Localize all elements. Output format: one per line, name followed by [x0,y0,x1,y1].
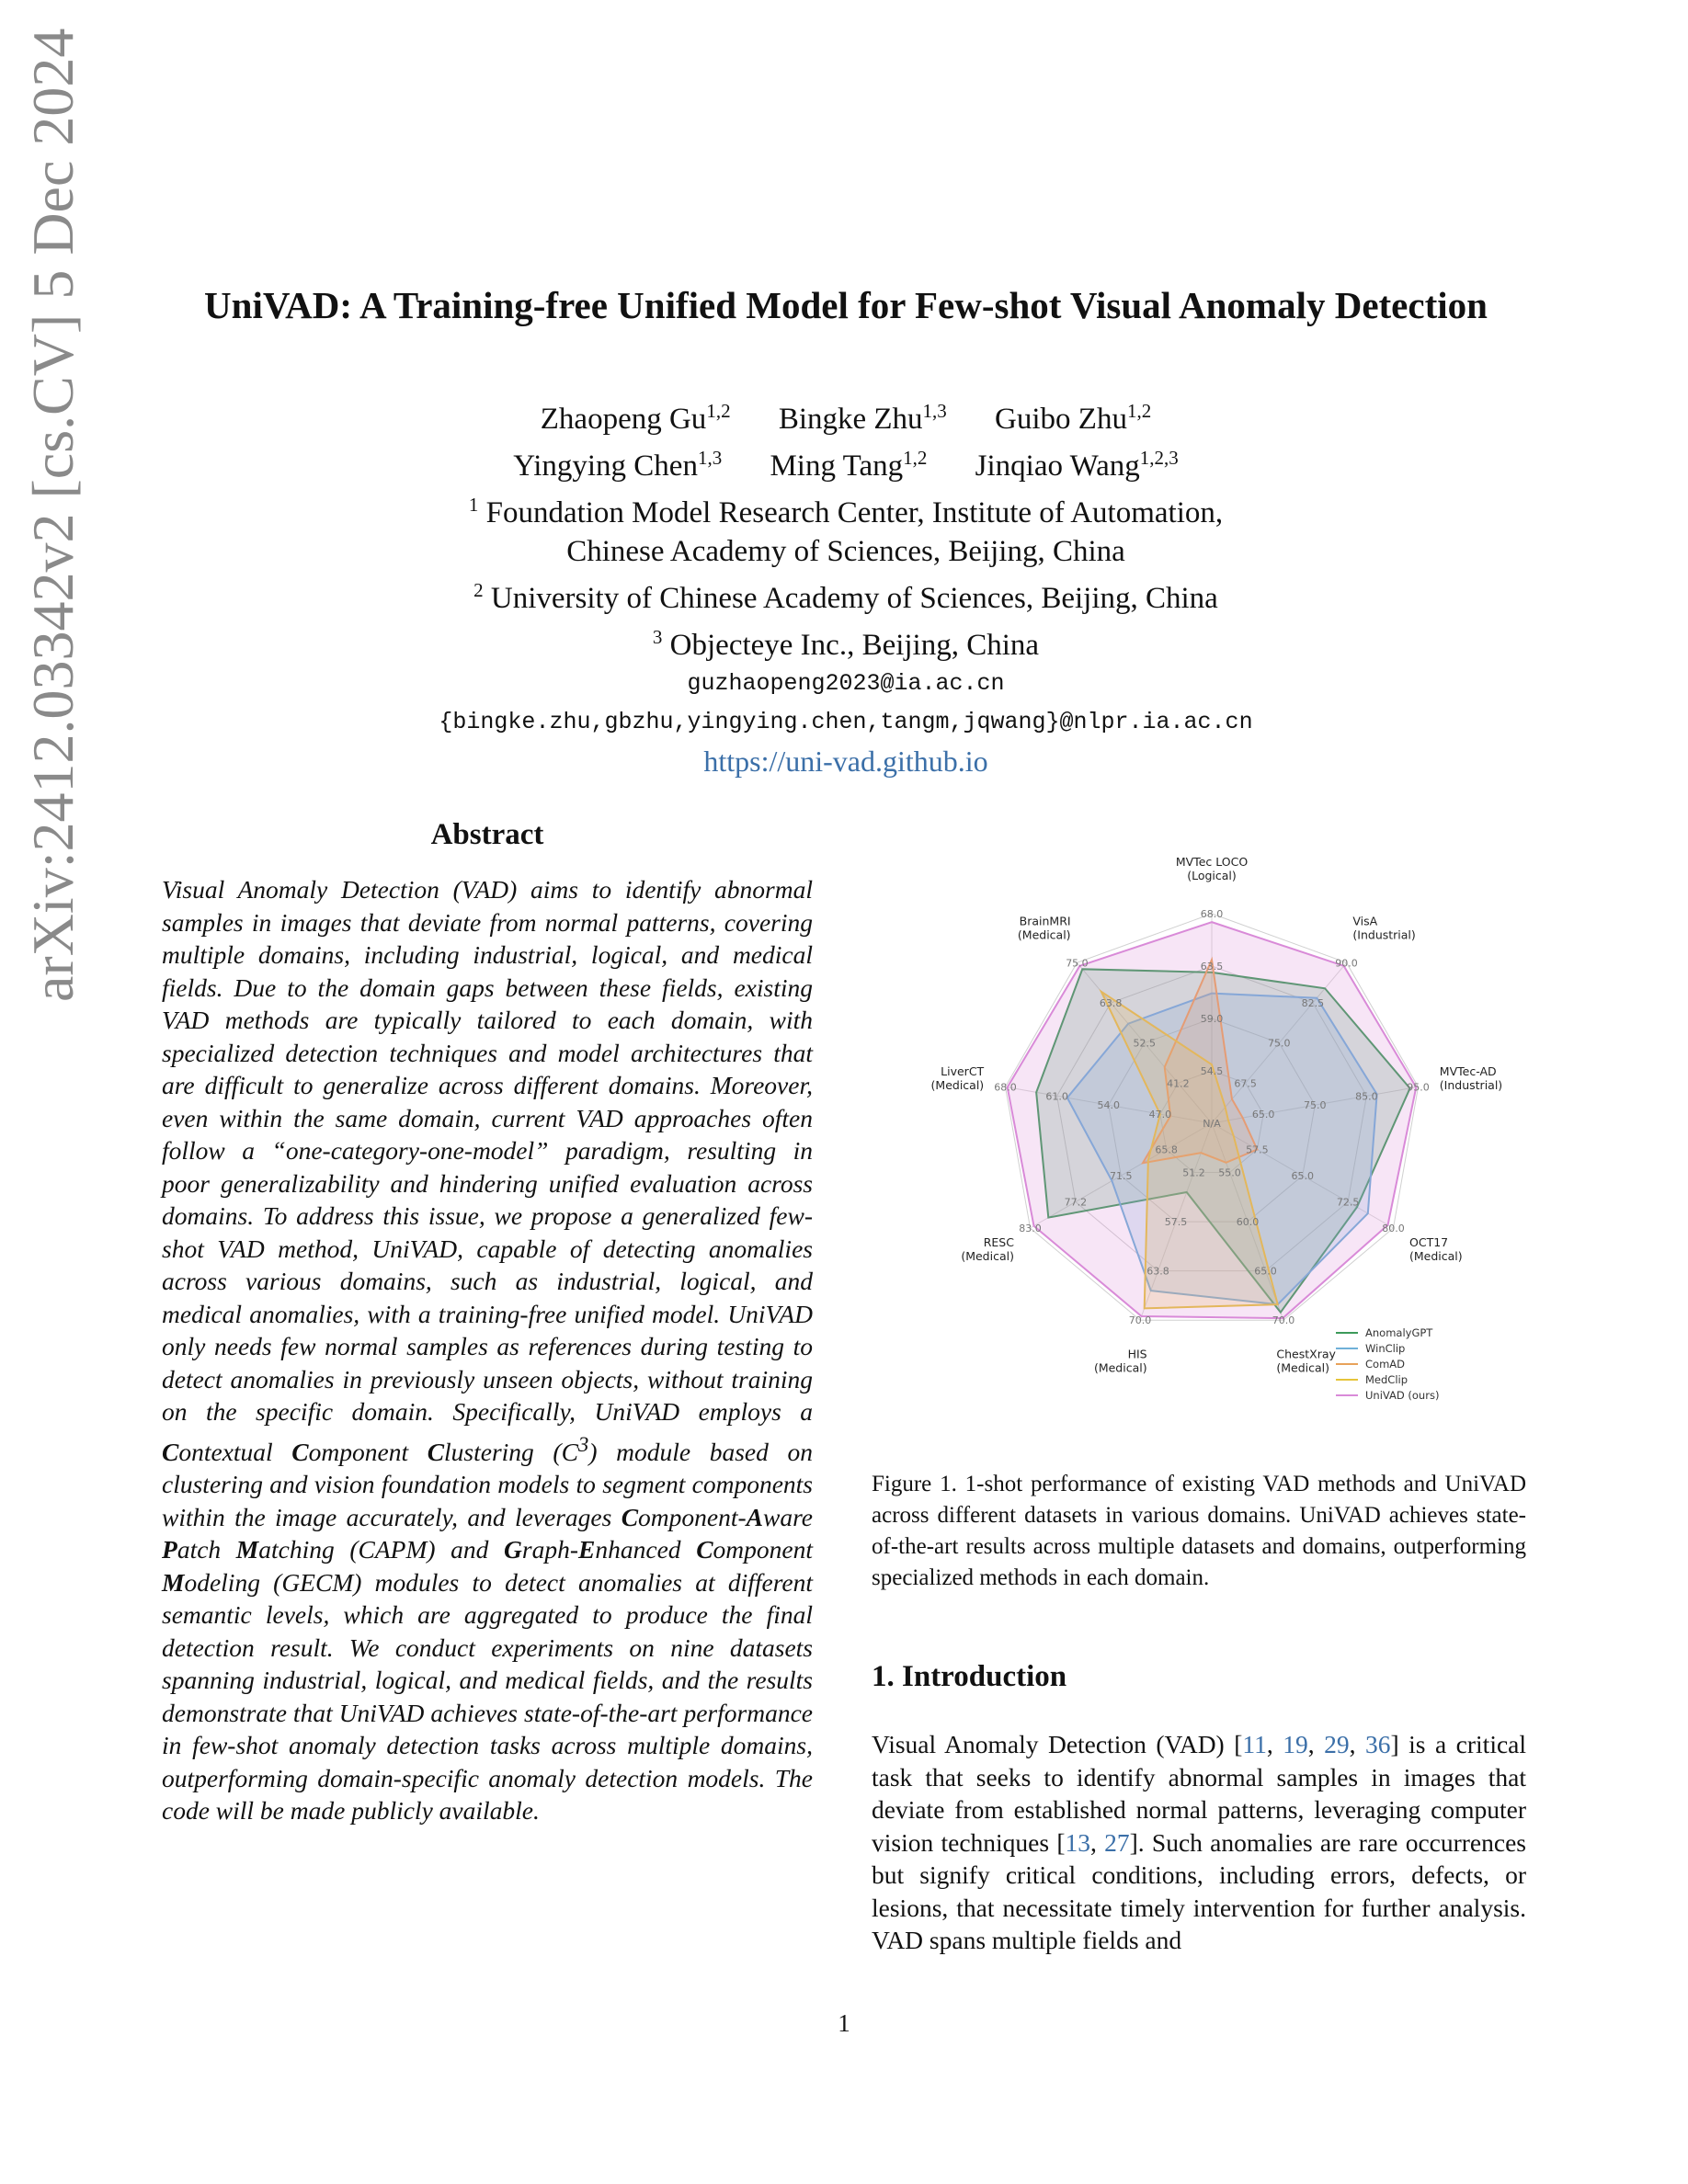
affiliation-1-cont: Chinese Academy of Sciences, Beijing, China [566,535,1125,568]
citation-link[interactable]: 13 [1065,1827,1090,1857]
radar-tick-label: 52.5 [1133,1037,1156,1050]
citation-link[interactable]: 11 [1242,1730,1267,1758]
author-block [276,392,1416,780]
radar-tick-label: 90.0 [1335,957,1358,970]
radar-tick-label: 95.0 [1407,1081,1430,1094]
page-number: 1 [838,2009,850,2037]
radar-tick-label: 80.0 [1382,1223,1405,1234]
radar-tick-label: 54.5 [1200,1065,1224,1077]
radar-axis-label: BrainMRI [1019,914,1071,928]
email-1: guzhaopeng2023@ia.ac.cn [687,670,1005,697]
introduction-text: Visual Anomaly Detection (VAD) [11, 19, 29, 36] is a critical task that seeks to identify abnormal samples in images that deviate from established normal patterns, leveraging computer vision techniques [13, 27]. Such anomalies are rare occurrences but signify critical conditions, including errors, defects, or lesions, that necessitate timely intervention for further analysis. VAD spans multiple fields and [872,1730,1527,1954]
radar-tick-label: 65.0 [1251,1109,1275,1121]
radar-tick-label: 72.5 [1336,1196,1360,1209]
radar-tick-label: 51.2 [1182,1166,1205,1179]
radar-tick-label: 61.0 [1045,1090,1068,1103]
legend-label: AnomalyGPT [1365,1326,1433,1339]
radar-axis-domain: (Medical) [1276,1360,1330,1375]
radar-axis-label: RESC [983,1235,1014,1249]
radar-axis-label: MVTec-AD [1439,1064,1497,1079]
author: Yingying Chen$^{1,3}$ [513,447,723,483]
radar-axis-label: LiverCT [941,1064,985,1079]
figure-1 [872,855,1526,1425]
radar-axis-domain: (Medical) [930,1078,985,1093]
radar-tick-label: 65.0 [1254,1265,1277,1278]
radar-axis-domain: (Logical) [1187,869,1237,882]
author: Bingke Zhu$^{1,3}$ [778,400,947,436]
legend-label: WinClip [1365,1342,1406,1355]
radar-tick-label: 63.8 [1146,1265,1169,1278]
legend-label: MedClip [1365,1373,1409,1386]
radar-tick-label: 71.5 [1110,1170,1133,1182]
affiliation-3: $^3$ Objecteye Inc., Beijing, China [652,626,1040,662]
arxiv-identifier: arXiv:2412.03342v2 [cs.CV] 5 Dec 2024 [20,28,86,1002]
radar-tick-label: 75.0 [1304,1099,1327,1112]
radar-axis-label: HIS [1127,1347,1147,1361]
radar-tick-label: 68.0 [994,1081,1017,1094]
radar-tick-label: 70.0 [1128,1314,1152,1327]
citation-link[interactable]: 19 [1283,1730,1308,1758]
radar-tick-label: 47.0 [1148,1109,1172,1121]
radar-tick-label: 85.0 [1355,1090,1378,1103]
radar-tick-label: 54.0 [1097,1099,1120,1112]
abstract-heading: Abstract [430,818,544,851]
author: Ming Tang$^{1,2}$ [770,447,928,483]
legend-label: ComAD [1365,1358,1405,1371]
radar-axis-domain: (Medical) [961,1249,1014,1263]
radar-tick-label: N/A [1203,1118,1221,1130]
radar-tick-label: 77.2 [1064,1196,1088,1209]
radar-tick-label: 57.5 [1164,1216,1188,1229]
radar-tick-label: 65.8 [1155,1143,1178,1156]
radar-axis-domain: (Medical) [1093,1360,1147,1375]
radar-tick-label: 68.0 [1200,908,1224,920]
radar-axis-label: OCT17 [1409,1235,1449,1249]
radar-tick-label: 75.0 [1268,1037,1291,1050]
affiliation-2: $^2$ University of Chinese Academy of Sciences, Beijing, China [473,579,1218,615]
radar-tick-label: 60.0 [1236,1216,1260,1229]
radar-axis-domain: (Industrial) [1439,1078,1503,1093]
radar-axis-label: VisA [1352,914,1378,928]
radar-tick-label: 57.5 [1246,1143,1269,1156]
author-row-2 [276,438,1416,485]
radar-tick-label: 55.0 [1218,1166,1241,1179]
radar-tick-label: 41.2 [1167,1077,1190,1090]
author: Jinqiao Wang$^{1,2,3}$ [975,447,1179,483]
radar-axis-label: ChestXray [1276,1347,1336,1361]
citation-link[interactable]: 29 [1324,1730,1350,1758]
radar-tick-label: 59.0 [1200,1013,1224,1025]
radar-axis-label: MVTec LOCO [1175,855,1249,869]
radar-axis-domain: (Medical) [1017,927,1071,942]
author-row-1 [276,392,1416,438]
affiliation-1: $^1$ Foundation Model Research Center, Institute of Automation, [468,494,1224,529]
radar-tick-label: 70.0 [1272,1314,1295,1327]
radar-chart [872,855,1526,1425]
radar-tick-label: 75.0 [1066,957,1089,970]
figure-caption: Figure 1. 1-shot performance of existing VAD methods and UniVAD across different datasets in various domains. UniVAD achieves state-of-the-art results across multiple datasets and domains, outperforming specialized methods in each domain. [872,1472,1526,1590]
radar-tick-label: 67.5 [1234,1077,1257,1090]
section-heading-introduction: 1. Introduction [872,1660,1067,1693]
radar-tick-label: 82.5 [1301,997,1325,1010]
radar-tick-label: 65.0 [1291,1170,1314,1182]
author: Zhaopeng Gu$^{1,2}$ [540,400,731,436]
abstract-text: Visual Anomaly Detection (VAD) aims to identify abnormal samples in images that deviate from normal patterns, covering multiple domains, including industrial, logical, and medical fields. Due to the domain gaps between these fields, existing VAD methods are typically tailored to each domain, with specialized detection techniques and model architectures that are difficult to generalize across different domains. Moreover, even within the same domain, current VAD approaches often follow a “one-category-one-model” paradigm, resulting in poor generalizability and hindering unified evaluation across domains. To address this issue, we propose a generalized few-shot VAD method, UniVAD, capable of detecting anomalies across various domains, such as industrial, logical, and medical anomalies, with a training-free unified model. UniVAD only needs few normal samples as references during testing to detect anomalies in previously unseen objects, without training on the specific domain. Specifically, UniVAD employs a Contextual Component Clustering $(C^3)$ module based on clustering and vision foundation models to segment components within the image accurately, and leverages Component-Aware Patch Matching (CAPM) and Graph-Enhanced Component Modeling (GECM) modules to detect anomalies at different semantic levels, which are aggregated to produce the final detection result. We conduct experiments on nine datasets spanning industrial, logical, and medical fields, and the results demonstrate that UniVAD achieves state-of-the-art performance in few-shot anomaly detection tasks across multiple domains, outperforming domain-specific anomaly detection models. The code will be made publicly available. [162,875,813,1826]
paper-title: UniVAD: A Training-free Unified Model for Few-shot Visual Anomaly Detection [204,284,1488,326]
author: Guibo Zhu$^{1,2}$ [995,400,1152,436]
legend-label: UniVAD (ours) [1365,1389,1440,1402]
radar-axis-domain: (Industrial) [1352,927,1416,942]
citation-link[interactable]: 36 [1364,1730,1391,1758]
radar-tick-label: 63.8 [1099,997,1123,1010]
email-2: {bingke.zhu,gbzhu,yingying.chen,tangm,jqwang}@nlpr.ia.ac.cn [439,709,1253,735]
project-link[interactable]: https://uni-vad.github.io [703,745,988,778]
radar-axis-domain: (Medical) [1409,1249,1463,1263]
radar-tick-label: 83.0 [1019,1223,1042,1234]
radar-tick-label: 63.5 [1200,961,1224,973]
citation-link[interactable]: 27 [1104,1827,1130,1857]
